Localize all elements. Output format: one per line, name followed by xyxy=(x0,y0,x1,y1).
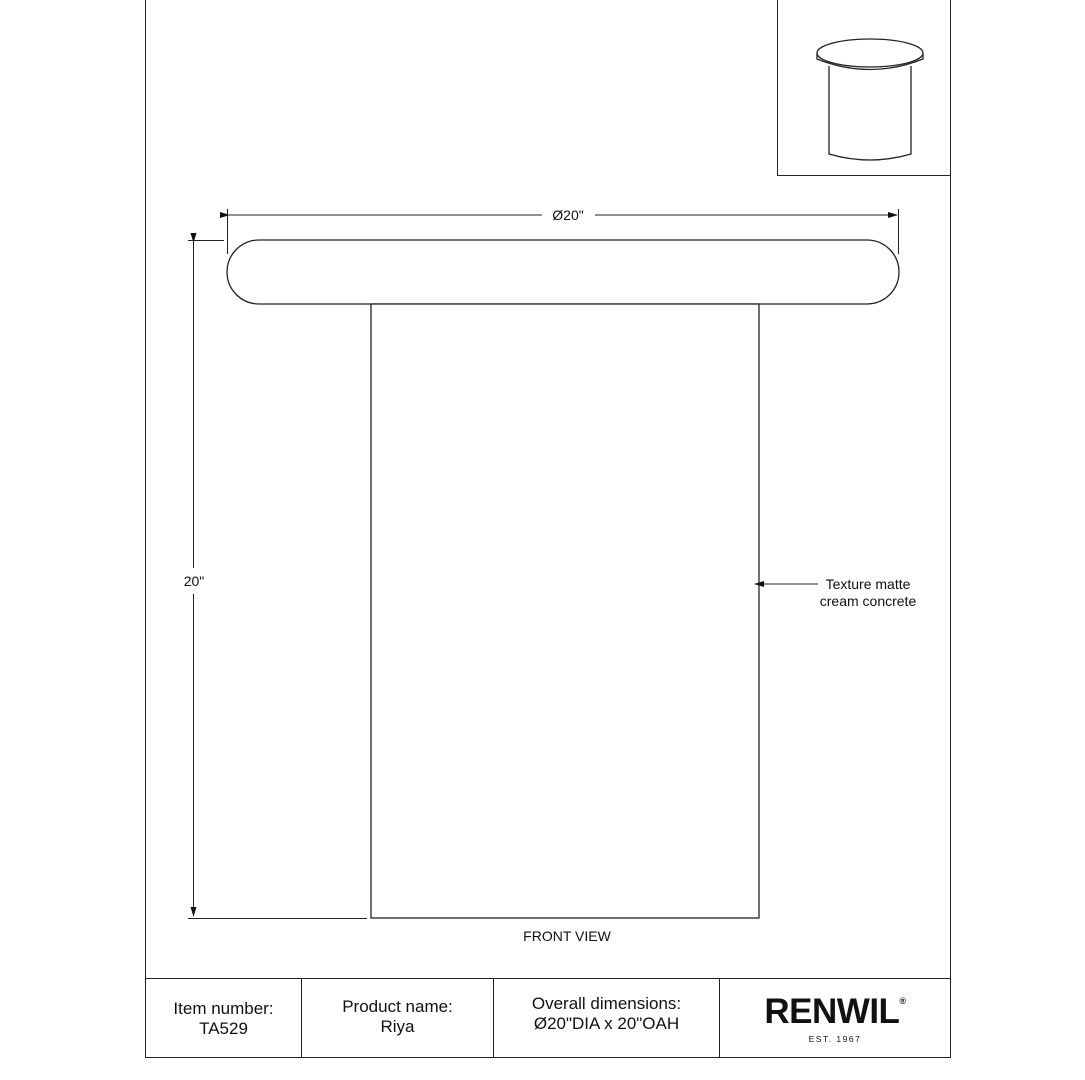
side-table-perspective-icon xyxy=(817,39,923,160)
height-dimension-line xyxy=(188,241,367,919)
brand-name: RENWIL xyxy=(764,992,900,1031)
view-label: FRONT VIEW xyxy=(523,928,611,944)
perspective-thumbnail xyxy=(778,0,951,176)
item-number-cell xyxy=(146,999,301,1039)
overall-dimensions-cell xyxy=(494,994,719,1034)
material-callout-line2: cream concrete xyxy=(819,593,917,609)
item-number-label: Item number: xyxy=(173,999,274,1018)
table-top-outline xyxy=(227,240,899,304)
table-base-outline xyxy=(371,304,759,918)
height-dimension-label: 20" xyxy=(183,573,205,589)
overall-dimensions-value: Ø20"DIA x 20"OAH xyxy=(533,1014,680,1033)
product-name-label: Product name: xyxy=(342,997,453,1016)
brand-wordmark xyxy=(764,992,905,1032)
brand-logo xyxy=(720,992,950,1044)
product-name-cell xyxy=(302,997,493,1037)
item-number-value: TA529 xyxy=(199,1019,248,1038)
brand-tagline: EST. 1967 xyxy=(808,1034,862,1044)
material-callout-line1: Texture matte xyxy=(825,576,911,592)
overall-dimensions-label: Overall dimensions: xyxy=(531,994,682,1013)
product-name-value: Riya xyxy=(380,1017,415,1036)
width-dimension-label: Ø20" xyxy=(552,207,584,223)
registered-mark: ® xyxy=(899,996,906,1006)
